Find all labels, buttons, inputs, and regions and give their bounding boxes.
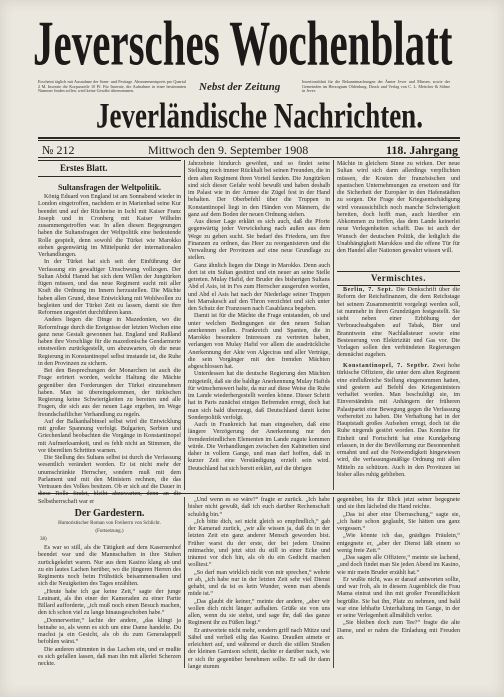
paragraph: Damit ist für die Mächte die Frage entstanden, ob und unter welchen Bedingungen sie den neuen Sultan anerkennen sollen. Frankreich und Spanien, die in Marokko besondere Interessen zu vertreten haben, verlangen von Mulay Hafid vor allem die ausdrückliche Anerkennung der Akte von Algeciras und aller Verträge, die sein Vorgänger mit den fremden Mächten abgeschlossen hat.	[188, 313, 330, 370]
paragraph: Er wußte nicht, was er darauf antworten sollte, und war froh, als in diesem Augenblick die Frau Mama eintrat und ihn mit großer Freundlichkeit begrüßte. Sie bat ihn, Platz zu nehmen, und bald war eine lebhafte Unterhaltung im Gange, in der er seine Verlegenheit allmählich verlor.	[337, 576, 460, 619]
column-separator	[184, 160, 185, 490]
section-label: Erstes Blatt.	[60, 163, 108, 173]
paragraph: gegenüber, bis ihr Blick jetzt seiner begegnete und sie ihm lächelnd die Hand reichte.	[337, 497, 460, 511]
paragraph: „Das ist aber eine Überraschung,“ sagte sie, „ich hatte schon geglaubt, Sie hätten uns ganz vergessen.“	[337, 511, 460, 532]
paragraph: „Sie bleiben doch zum Tee?“ fragte die alte Dame, und er nahm die Einladung mit Freuden an.	[337, 620, 460, 641]
paragraph: „Ich bitte dich, sei nicht gleich so empfindlich,“ gab der Kamerad zurück, „wir alle wissen ja, daß du in der letzten Zeit ein ganz anderer Mensch geworden bist. Früher warst du der erste, der bei jedem Unsinn mitmachte, und jetzt sitzt du still in einer Ecke und träumst vor dich hin, als ob du ein Gedicht machen wolltest.“	[188, 518, 330, 569]
publisher-notice: Insertionsblatt für die Bekanntmachungen der Ämter Jever und Minsen, sowie der Gemeinden im Herzogtum Oldenburg. Druck und Verlag von C. L. Mettcker & Söhne in Jever.	[302, 79, 450, 94]
masthead-title: Jeversches Wochenblatt	[33, 7, 453, 79]
article-column-1	[38, 194, 181, 505]
feuilleton-byline: Humoristischer Roman von Freiherrn von Schlicht.	[58, 521, 161, 526]
column-separator	[333, 160, 334, 490]
miscellany-item-konstantinopel	[337, 363, 460, 490]
paragraph: Bei den Besprechungen der Monarchen ist auch die Frage erörtert worden, welche Haltung die Mächte gegenüber den Forderungen der Türkei einzunehmen haben. Man ist übereingekommen, der türkischen Regierung keine Schwierigkeiten zu bereiten und alle Fragen, die sich aus der neuen Lage ergeben, im Wege freundschaftlicher Verhandlung zu regeln.	[38, 368, 181, 418]
masthead-subtitle: Jeverländische Nachrichten.	[96, 95, 423, 136]
paragraph: „Das sagen alle Offiziere,“ meinte sie lachend, „und doch findet man Sie jeden Abend im Kasino, wie mir mein Bruder erzählt hat.“	[337, 555, 460, 576]
paragraph: Ganz ähnlich liegen die Dinge in Marokko. Denn auch dort ist ein Sultan gestürzt und ein neuer an seine Stelle getreten. Mulay Hafid, der Bruder des bisherigen Sultans Abd el Asis, ist in Fes zum Herrscher ausgerufen worden, und Abd el Asis hat nach der Niederlage seiner Truppen bei Marrakesch auf den Thron verzichtet und sich unter den Schutz der Franzosen nach Casablanca begeben.	[188, 262, 330, 312]
news-text: Die Denkschrift über die Reform der Reichsfinanzen, die dem Reichstage bei seinem Zusammentritt vorgelegt werden soll, ist nunmehr in ihren Grundzügen festgestellt. Sie sieht neben einer Erhöhung der Verbrauchsabgaben auf Tabak, Bier und Branntwein eine Nachlaßsteuer sowie eine Besteuerung von Elektrizität und Gas vor. Die Vorlagen sollen den verbündeten Regierungen demnächst zugehen.	[337, 287, 460, 359]
feuilleton-title: Der Gardestern.	[74, 508, 145, 519]
paragraph: Anders liegen die Dinge in Mazedonien, wo die Reformfrage durch die Ereignisse der letzten Wochen eine ganz neue Gestalt gewonnen hat. England und Rußland haben ihre Vorschläge für die mazedonische Gendarmerie einstweilen zurückgestellt, um abzuwarten, ob die neue Regierung in Konstantinopel selbst imstande ist, die Ruhe in den Provinzen zu sichern.	[38, 317, 181, 367]
article-column-3	[337, 161, 460, 268]
masthead-rule-top	[38, 137, 460, 139]
paragraph: In der Türkei hat sich seit der Einführung der Verfassung ein gewaltiger Umschwung vollzogen. Der Sultan Abdul Hamid hat sich dem Willen der Jungtürken fügen müssen, und das neue Regiment sucht mit aller Kraft die Ordnung im Innern herzustellen. Die Mächte haben allen Grund, diese Entwicklung mit Wohlwollen zu begleiten und der Türkei Zeit zu lassen, damit sie ihre Reformen ungestört durchführen kann.	[38, 259, 181, 316]
feuilleton-column-2	[188, 497, 330, 668]
paragraph: Unterdessen hat die deutsche Regierung den Mächten mitgeteilt, daß sie die baldige Anerkennung Mulay Hafids für wünschenswert halte, da nur auf diese Weise die Ruhe im Lande wiederhergestellt werden könne. Dieser Schritt hat in Paris zunächst einiges Befremden erregt, doch hat man sich bald überzeugt, daß Deutschland damit keine Sonderpolitik verfolgt.	[188, 371, 330, 421]
issue-volume: 118. Jahrgang	[385, 143, 458, 157]
paragraph: „Heute habe ich gar keine Zeit,“ sagte der junge Leutnant, als ihn einer der Kameraden zu einer Partie Billard aufforderte, „ich muß noch einen Besuch machen, den ich schon viel zu lange hinausgeschoben habe.“	[38, 588, 181, 617]
column-separator	[333, 497, 334, 668]
news-text: Zwei hohe türkische Offiziere, die unter dem alten Regiment eine einflußreiche Stellung eingenommen hatten, sind gestern auf Befehl des Kriegsministers verhaftet worden. Man beschuldigt sie, im Einverständnis mit Anhängern der früheren Palastpartei eine Bewegung gegen die Verfassung vorbereitet zu haben. Die Verhaftung hat in der Hauptstadt großes Aufsehen erregt, doch ist die Ruhe nirgends gestört worden. Das Komitee für Einheit und Fortschritt hat eine Kundgebung erlassen, in der die Bevölkerung zur Besonnenheit ermahnt und auf die Notwendigkeit hingewiesen wird, die verfassungsmäßige Ordnung mit allen Mitteln zu schützen. Auch in den Provinzen ist bisher alles ruhig geblieben.	[337, 363, 460, 478]
feuilleton-note: (Fortsetzung.)	[95, 529, 124, 534]
paragraph: König Eduard von England ist am Sonnabend wieder in London eingetroffen, nachdem er in Marienbad seine Kur beendet und auf der Rückreise in Ischl mit Kaiser Franz Joseph und in Cronberg mit Kaiser Wilhelm zusammengetroffen war. In allen diesen Begegnungen haben die Sultansfragen der Weltpolitik eine bedeutende Rolle gespielt, denn sowohl die Türkei wie Marokko stehen gegenwärtig im Mittelpunkt der internationalen Verhandlungen.	[38, 194, 181, 258]
subscription-notice: Erscheint täglich mit Ausnahme der Sonn- und Festtage. Abonnementspreis pro Quartal 2 M. Inserate die Korpuszeile 10 Pf. Für Inserate, die Aufnahme in einer bestimmten Nummer finden sollen, wird keine Gewähr übernommen.	[38, 79, 186, 94]
supplement-label: Nebst der Zeitung	[199, 81, 281, 93]
news-place: Berlin, 7. Sept.	[343, 287, 394, 293]
masthead-rule-thin	[38, 140, 460, 141]
paragraph: Aus dieser Lage erklärt es sich auch, daß die Pforte gegenwärtig jeder Verwickelung nach außen aus dem Wege zu gehen sucht. Sie bedarf des Friedens, um ihre Finanzen zu ordnen, das Heer zu reorganisieren und die Verwaltung der Provinzen auf eine neue Grundlage zu stellen.	[188, 219, 330, 262]
paragraph: Die Stellung des Sultans selbst ist durch die Verfassung wesentlich verändert worden. Er ist nicht mehr der unumschränkte Herrscher, sondern muß mit dem Parlament und mit den Ministern rechnen, die das Vertrauen des Volkes besitzen. Ob er sich auf die Dauer in diese Rolle findet, bleibt abzuwarten, denn an die Selbstherrschaft war er	[38, 455, 181, 505]
paragraph: Er antwortete nicht mehr, sondern griff nach Mütze und Säbel und verließ eilig das Kasino. Draußen atmete er erleichtert auf, und während er durch die stillen Straßen der kleinen Garnison schritt, dachte er darüber nach, wie er sich ihr gegenüber benehmen sollte. Er saß ihr dann lange stumm	[188, 627, 330, 670]
issue-date: Mittwoch den 9. September 1908	[148, 143, 309, 157]
paragraph: „So darf man wirklich nicht von mir sprechen,“ wehrte er ab, „ich habe nur in der letzten Zeit sehr viel Dienst gehabt, und da ist es kein Wunder, wenn man abends müde ist.“	[188, 569, 330, 598]
article-column-2	[188, 161, 330, 490]
paragraph: Auch in Frankreich hat man eingesehen, daß eine längere Verzögerung der Anerkennung nur den fremdenfeindlichen Elementen im Lande zugute kommen würde. Die Verhandlungen zwischen den Kabinetten sind daher in vollem Gange, und man darf hoffen, daß in kurzer Zeit eine Verständigung erzielt sein wird. Deutschland hat sich bereit erklärt, auf die übrigen	[188, 422, 330, 472]
feuilleton-installment: 38)	[40, 537, 47, 542]
dateline-rule	[38, 157, 460, 158]
paragraph: „Das glaubt dir keiner,“ meinte der andere, „aber wir wollen dich nicht länger aufhalten. Grüße sie von uns allen, wenn du sie siehst, und sage ihr, daß das ganze Regiment ihr zu Füßen liegt.“	[188, 598, 330, 627]
paragraph: „Und wenn es so wäre?“ fragte er zurück. „Ich habe bisher nicht gewußt, daß ich euch darüber Rechenschaft schuldig bin.“	[188, 497, 330, 518]
feuilleton-column-3	[337, 497, 460, 668]
paragraph: Mächte in gleichem Sinne zu wirken. Der neue Sultan wird sich dann allerdings verpflichten müssen, die Kosten der französischen und spanischen Unternehmungen zu ersetzen und für die Sicherheit der Europäer in den Hafenstädten zu sorgen. Die Frage der Kriegsentschädigung wird voraussichtlich noch manche Schwierigkeit bereiten, doch hofft man, auch hierüber ein Abkommen zu treffen, das dem Lande keinerlei neue Verlegenheiten schafft. Das ist auch der Wunsch der deutschen Politik, die lediglich die Unabhängigkeit Marokkos und die offene Tür für den Handel aller Nationen gewahrt wissen will.	[337, 161, 460, 254]
feuilleton-column-1	[38, 545, 181, 668]
paragraph: Es war so still, als die Tätigkeit auf dem Kasernenhof beendet war und die Mannschaften in ihre Stuben zurückgekehrt waren. Nur aus dem Kasino klang ab und zu ein lautes Lachen herüber, wo die jüngeren Herren des Regiments noch beim Frühstück beisammensaßen und sich die Neuigkeiten des Tages erzählten.	[38, 545, 181, 588]
news-item	[337, 287, 460, 360]
column-separator	[184, 497, 185, 668]
miscellany-heading: Vermischtes.	[337, 271, 460, 286]
news-place: Konstantinopel, 7. Septbr.	[343, 363, 430, 369]
issue-number: № 212	[42, 143, 75, 157]
paragraph: „Wie könnte ich das, gnädiges Fräulein,“ entgegnete er, „aber der Dienst läßt einem so wenig freie Zeit.“	[337, 533, 460, 554]
news-item	[337, 363, 460, 479]
feuilleton-rule	[38, 493, 460, 494]
article-headline: Sultansfragen der Weltpolitik.	[57, 183, 162, 192]
paragraph: Die anderen stimmten in das Lachen ein, und er mußte es sich gefallen lassen, daß man ihn mit allerlei Scherzen neckte.	[38, 646, 181, 667]
paragraph: „Donnerwetter,“ lachte der andere, „das klingt ja beinahe so, als wenn es sich um eine Dame handelte. Du machst ja ein Gesicht, als ob du zum Generalappell befohlen wärst.“	[38, 617, 181, 646]
section-label-box	[38, 160, 181, 177]
paragraph: Auf der Balkanhalbinsel selbst wird die Entwicklung mit großer Spannung verfolgt. Bulgarien, Serbien und Griechenland beobachten die Vorgänge in Konstantinopel mit Aufmerksamkeit, und es fehlt nicht an Stimmen, die vor übereilten Schritten warnen.	[38, 418, 181, 454]
paragraph: Jahrzehnte hindurch gewöhnt, und so findet seine Stellung noch immer Rückhalt bei seinen Freunden, die in dem alten Regiment ihren Vorteil fanden. Die Jungtürken sind sich dieser Gefahr wohl bewußt und haben deshalb im Palast wie in der Armee die Zügel fest in der Hand behalten. Der Oberbefehl über die Truppen in Konstantinopel liegt in den Händen von Männern, die ganz auf dem Boden der neuen Ordnung stehen.	[188, 161, 330, 218]
miscellany-item-berlin	[337, 287, 460, 362]
